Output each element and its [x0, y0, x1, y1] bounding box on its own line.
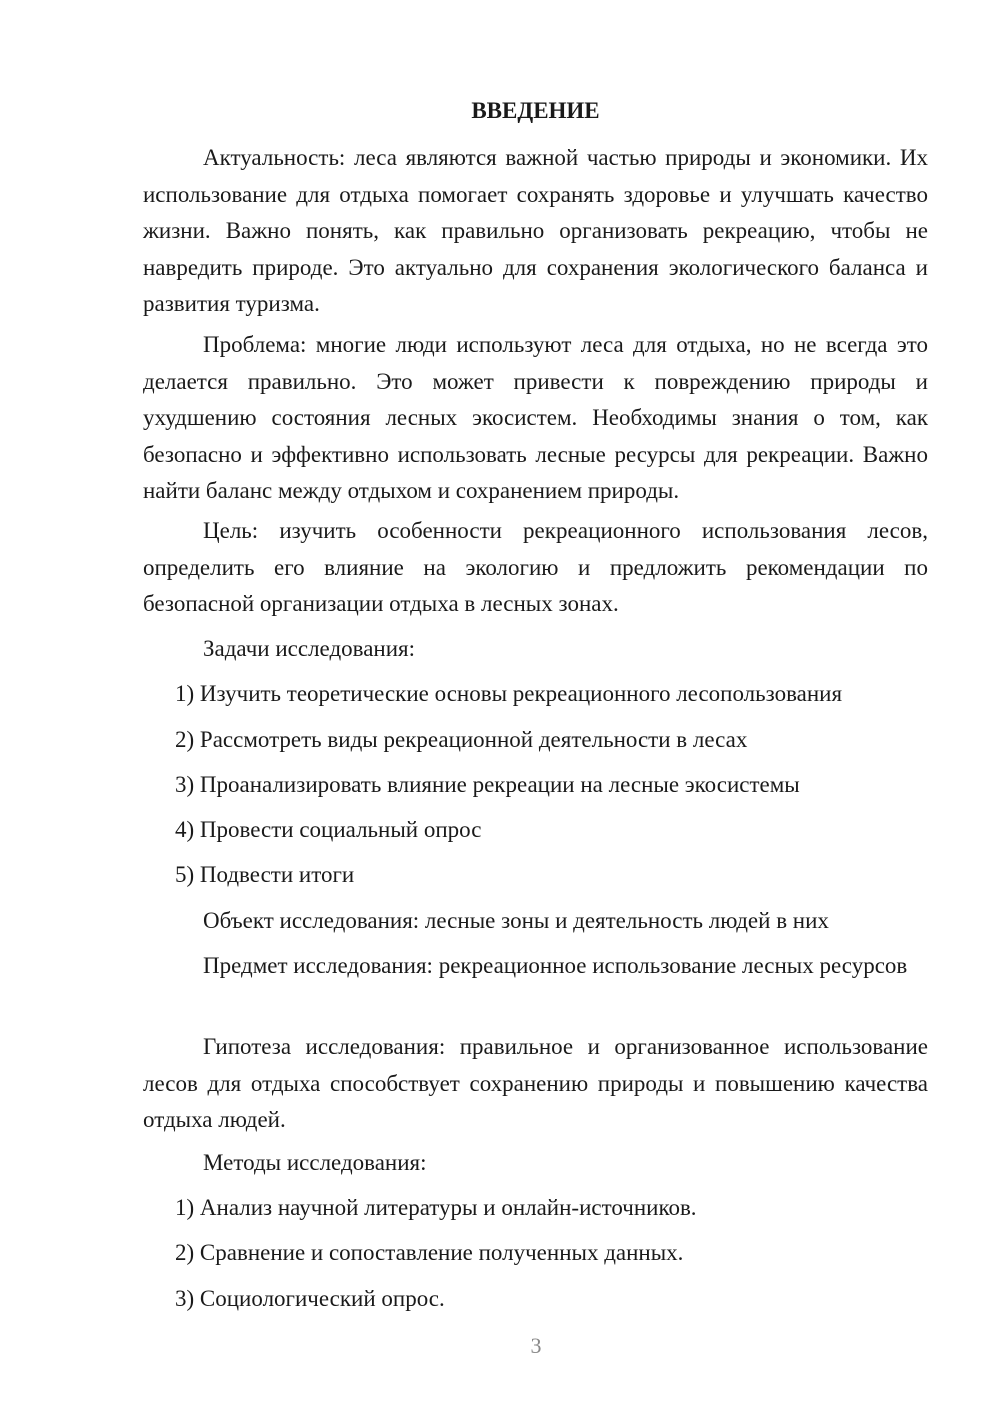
object-line: Объект исследования: лесные зоны и деятельность людей в них	[203, 908, 829, 933]
tasks-heading: Задачи исследования:	[203, 636, 416, 661]
methods-heading: Методы исследования:	[203, 1150, 427, 1175]
task-item: 2) Рассмотреть виды рекреационной деятельности в лесах	[175, 727, 748, 752]
method-item: 2) Сравнение и сопоставление полученных данных.	[175, 1240, 684, 1265]
task-item: 5) Подвести итоги	[175, 862, 355, 887]
problem-paragraph: Проблема: многие люди используют леса для отдыха, но не всегда это делается правильно. Это может привести к повреждению природы и ухудшению состояния лесных экосистем. Необходимы знания о том, как безопасно и эффективно использовать лесные ресурсы для рекреации. Важно найти баланс между отдыхом и сохранением природы.	[143, 332, 928, 503]
page-number: 3	[530, 1333, 542, 1358]
subject-paragraph: Предмет исследования: рекреационное использование лесных ресурсов	[203, 953, 908, 978]
method-item: 1) Анализ научной литературы и онлайн-источников.	[175, 1195, 697, 1220]
method-item: 3) Социологический опрос.	[175, 1286, 445, 1311]
goal-paragraph: Цель: изучить особенности рекреационного использования лесов, определить его влияние на экологию и предложить рекомендации по безопасной организации отдыха в лесных зонах.	[143, 518, 928, 616]
task-item: 1) Изучить теоретические основы рекреационного лесопользования	[175, 681, 843, 706]
task-item: 3) Проанализировать влияние рекреации на лесные экосистемы	[175, 772, 800, 797]
section-title: ВВЕДЕНИЕ	[471, 98, 600, 123]
relevance-paragraph: Актуальность: леса являются важной частью природы и экономики. Их использование для отдыха помогает сохранять здоровье и улучшать качество жизни. Важно понять, как правильно организовать рекреацию, чтобы не навредить природе. Это актуально для сохранения экологического баланса и развития туризма.	[143, 145, 928, 316]
hypothesis-paragraph: Гипотеза исследования: правильное и организованное использование лесов для отдыха способствует сохранению природы и повышению качества отдыха людей.	[143, 1034, 928, 1132]
task-item: 4) Провести социальный опрос	[175, 817, 482, 842]
